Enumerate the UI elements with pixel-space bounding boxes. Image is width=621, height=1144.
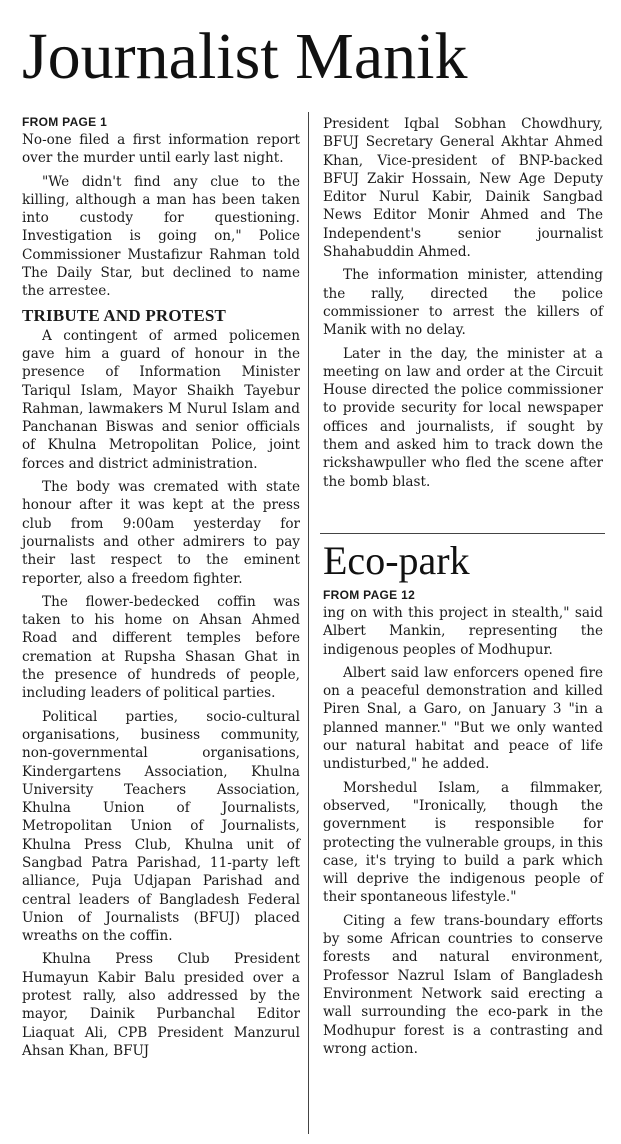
right-column-bottom: [323, 538, 603, 1063]
paragraph: Morshedul Islam, a filmmaker, observed, "Ironically, though the government is responsible for protecting the vulnerable groups, in this case, it's trying to build a park which will deprive the indigenous people of their spontaneous lifestyle.": [323, 779, 603, 906]
left-column: [22, 115, 300, 1065]
kicker-from-page-1: FROM PAGE 1: [22, 115, 108, 129]
paragraph: No-one filed a first information report over the murder until early last night.: [22, 132, 300, 167]
paragraph: ing on with this project in stealth," said Albert Mankin, representing the indigenous peoples of Modhupur.: [323, 605, 603, 658]
paragraph: President Iqbal Sobhan Chowdhury, BFUJ Secretary General Akhtar Ahmed Khan, Vice-president of BNP-backed BFUJ Zakir Hossain, New Age Deputy Editor Nurul Kabir, Dainik Sangbad News Editor Monir Ahmed and The Independent's senior journalist Shahabuddin Ahmed.: [323, 116, 603, 261]
story-divider: [320, 533, 605, 534]
paragraph: Later in the day, the minister at a meeting on law and order at the Circuit House directed the police commissioner to provide security for local newspaper offices and journalists, if sought by them and asked him to track down the rickshawpuller who fled the scene after the bomb blast.: [323, 345, 603, 490]
paragraph: Political parties, socio-cultural organisations, business community, non-governmental organisations, Kindergartens Association, Khulna University Teachers Association, Khulna Union of Journalists, Metropolitan Union of Journalists, Khulna Press Club, Khulna unit of Sangbad Patra Parishad, 11-party left alliance, Puja Udjapan Parishad and central leaders of Bangladesh Federal Union of Journalists (BFUJ) placed wreaths on the coffin.: [22, 708, 300, 945]
column-divider: [308, 112, 309, 1134]
paragraph: The information minister, attending the rally, directed the police commissioner to arrest the killers of Manik with no delay.: [323, 267, 603, 339]
headline-eco-park: Eco-park: [323, 538, 470, 583]
paragraph: Citing a few trans-boundary efforts by some African countries to conserve forests and natural environment, Professor Nazrul Islam of Bangladesh Environment Network said erecting a wall surrounding the eco-park in the Modhupur forest is a contrasting and wrong action.: [323, 912, 603, 1057]
paragraph: Albert said law enforcers opened fire on a peaceful demonstration and killed Piren Snal, a Garo, on January 3 "in a planned manner." "But we only wanted our natural habitat and peace of life undisturbed," he added.: [323, 664, 603, 773]
right-column-top: [323, 115, 603, 496]
subhead-tribute-and-protest: TRIBUTE AND PROTEST: [22, 305, 227, 325]
paragraph: The body was cremated with state honour after it was kept at the press club from 9:00am yesterday for journalists and other admirers to pay their last respect to the eminent reporter, also a freedom fighter.: [22, 479, 300, 587]
kicker-from-page-12: FROM PAGE 12: [323, 588, 416, 602]
paragraph: A contingent of armed policemen gave him a guard of honour in the presence of Information Minister Tariqul Islam, Mayor Shaikh Tayebur Rahman, lawmakers M Nurul Islam and Panchanan Biswas and senior officials of Khulna Metropolitan Police, joint forces and district administration.: [22, 327, 300, 472]
headline-journalist-manik: Journalist Manik: [22, 20, 468, 93]
paragraph: "We didn't find any clue to the killing, although a man has been taken into custody for questioning. Investigation is going on," Police Commissioner Mustafizur Rahman told The Daily Star, but declined to name the arrestee.: [22, 173, 300, 300]
paragraph: Khulna Press Club President Humayun Kabir Balu presided over a protest rally, also addressed by the mayor, Dainik Purbanchal Editor Liaquat Ali, CPB President Manzurul Ahsan Khan, BFUJ: [22, 951, 300, 1059]
paragraph: The flower-bedecked coffin was taken to his home on Ahsan Ahmed Road and different temples before cremation at Rupsha Shasan Ghat in the presence of hundreds of people, including leaders of political parties.: [22, 593, 300, 702]
